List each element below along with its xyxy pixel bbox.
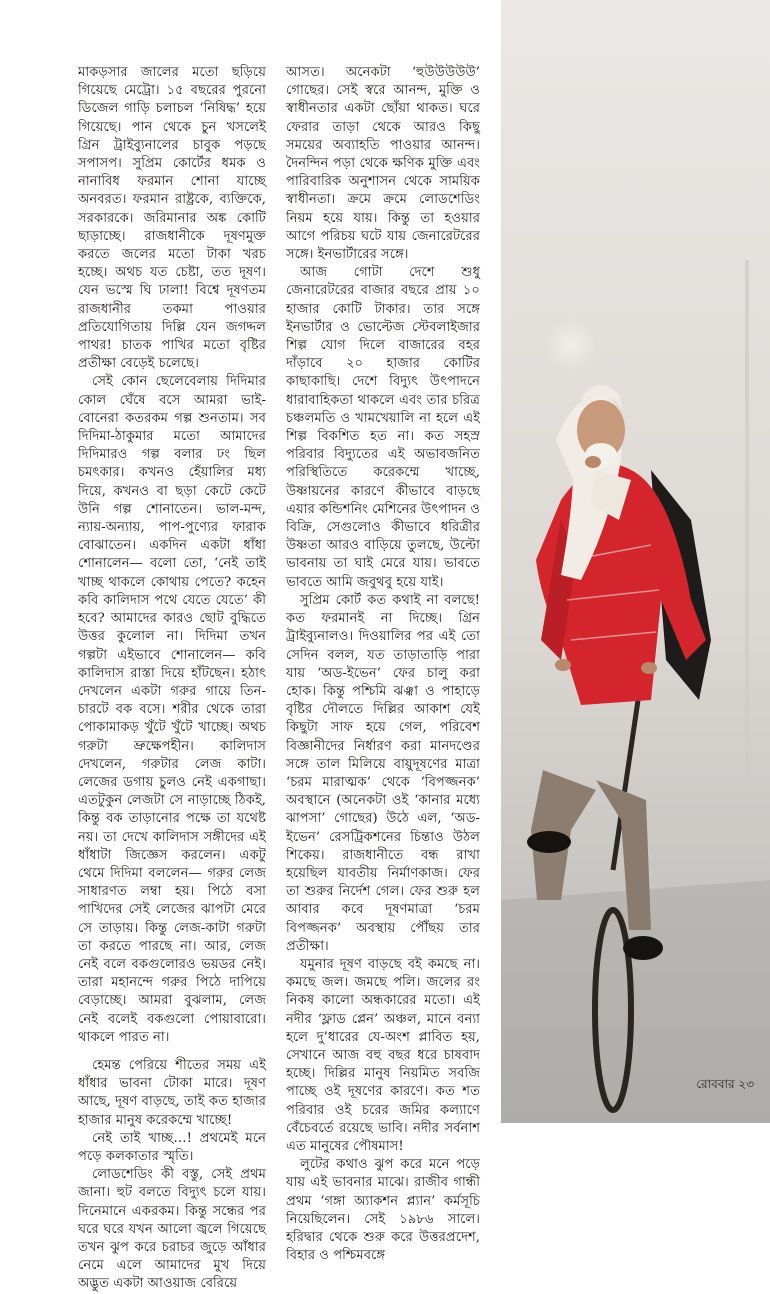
page-number: রোববার ২৩ xyxy=(696,1077,754,1091)
paragraph: নেই তাই খাচ্ছ…! প্রথমেই মনে পড়ে কলকাতার স্মৃতি। xyxy=(78,1130,266,1164)
paragraph: লোডশেডিং কী বস্তু, সেই প্রথম জানা। হুট বলতে বিদ্যুৎ চলে যায়। দিনেমানে একরকম। কিন্তু সন্ধের পর ঘরে ঘরে যখন আলো জ্বলে গিয়েছে তখন ঝুপ করে চরাচর জুড়ে আঁধার নেমে এলে আমাদের মুখ দিয়ে অদ্ভুত একটা আওয়াজ বেরিয়ে xyxy=(78,1167,266,1292)
paragraph: মাকড়সার জালের মতো ছড়িয়ে গিয়েছে মেট্রো। ১৫ বছরের পুরনো ডিজেল গাড়ি চলাচল ‘নিষিদ্ধ’ হয়ে গিয়েছে। পান থেকে চুন খসলেই গ্রিন ট্রাইব্যুনালের চাবুক পড়ছে সপাসপ। সুপ্রিম কোর্টের ধমক ও নানাবিধ ফরমান শোনা যাচ্ছে অনবরত। ফরমান রাষ্ট্রকে, ব্যক্তিকে, সরকারকে। জরিমানার অঙ্ক কোটি ছাড়াচ্ছে। রাজধানীকে দূষণমুক্ত করতে জলের মতো টাকা খরচ হচ্ছে। অথচ যত চেষ্টা, তত দূষণ। যেন ভস্মে ঘি ঢালা! বিশ্বে দূষণতম রাজধানীর তকমা পাওয়ার প্রতিযোগিতায় দিল্লি যেন জগদ্দল পাথর! চাতক পাখির মতো বৃষ্টির প্রতীক্ষা বেড়েই চলেছে। xyxy=(78,65,266,372)
cyclist-in-smog-photo xyxy=(501,0,770,1123)
paragraph: লুটের কথাও ঝুপ করে মনে পড়ে যায় এই ভাবনার মাঝে। রাজীব গান্ধী প্রথম ‘গঙ্গা অ্যাকশন প্ল্যান’ কর্মসূচি নিয়েছিলেন। সেই ১৯৮৬ সালে। হরিদ্বার থেকে শুরু করে উত্তরপ্রদেশ, বিহার ও পশ্চিমবঙ্গে xyxy=(286,1157,480,1264)
paragraph: আজ গোটা দেশে শুধু জেনারেটরের বাজার বছরে প্রায় ১০ হাজার কোটি টাকার। তার সঙ্গে ইনভার্টার ও ভোল্টেজ স্টেবলাইজার শিল্প যোগ দিলে বাজারের বহর দাঁড়াবে ২০ হাজার কোটির কাছাকাছি। দেশে বিদ্যুৎ উৎপাদনে ধারাবাহিকতা থাকলে এবং তার চরিত্র চঞ্চলমতি ও খামখেয়ালি না হলে এই শিল্প বিকশিত হত না। কত সহস্র পরিবার বিদ্যুতের এই অভাবজনিত পরিস্থিতিতে করেকম্মে খাচ্ছে, উষ্ণায়নের কারণে কীভাবে বাড়ছে এয়ার কন্ডিশনিং মেশিনের উৎপাদন ও বিক্রি, সেগুলোও কীভাবে ধরিত্রীর উষ্ণতা আরও বাড়িয়ে তুলছে, উল্টো ভাবনায় তা ঘাই মেরে যায়। ভাবতে ভাবতে আমি জবুথবু হয়ে যাই। xyxy=(286,265,480,590)
paragraph: হেমন্ত পেরিয়ে শীতের সময় এই ধাঁধার ভাবনা টোকা মারে। দূষণ আছে, দূষণ বাড়ছে, তাই কত হাজার হাজার মানুষ করেকম্মে খাচ্ছে! xyxy=(78,1057,266,1128)
paragraph: যমুনার দূষণ বাড়ছে বই কমছে না। কমছে জল। জমছে পলি। জলের রং নিকষ কালো অন্ধকারের মতো। এই নদীর ‘ফ্লাড প্লেন’ অঞ্চল, মানে বন্যা হলে দু’ধারের যে-অংশ প্লাবিত হয়, সেখানে আজ বহু বছর ধরে চাষবাদ হচ্ছে। দিল্লির মানুষ নিয়মিত সবজি পাচ্ছে ওই দূষণের কারণে। কত শত পরিবার ওই চরের জমির কল্যাণে বেঁচেবর্তে রয়েছে ভাবি। নদীর সর্বনাশ এত মানুষের পৌষমাস! xyxy=(286,956,480,1154)
paragraph: আসত। অনেকটা ‘হুউউউউউ’ গোছের। সেই স্বরে আনন্দ, মুক্তি ও স্বাধীনতার একটা ছোঁয়া থাকত। ঘরে ফেরার তাড়া থেকে আরও কিছু সময়ের অব্যাহতি পাওয়ার আনন্দ। দৈনন্দিন পড়া থেকে ক্ষণিক মুক্তি এবং পারিবারিক অনুশাসন থেকে সাময়িক স্বাধীনতা। ক্রমে ক্রমে লোডশেডিং নিয়ম হয়ে যায়। কিন্তু তা হওয়ার আগে পরিচয় ঘটে যায় জেনারেটরের সঙ্গে। ইনভার্টারের সঙ্গে। xyxy=(286,65,480,263)
article-column-right xyxy=(286,64,480,1265)
article-column-left xyxy=(78,64,266,1294)
cyclist-illustration xyxy=(501,0,770,1123)
paragraph: সেই কোন ছেলেবেলায় দিদিমার কোল ঘেঁষে বসে আমরা ভাই-বোনেরা কতরকম গল্প শুনতাম। সব দিদিমা-ঠাকুমার মতো আমাদের দিদিমারও গল্প বলার ঢং ছিল চমৎকার। কখনও হেঁয়ালির মধ্য দিয়ে, কখনও বা ছড়া কেটে কেটে উনি গল্প শোনাতেন। ভাল-মন্দ, ন্যায়-অন্যায়, পাপ-পুণ্যের ফারাক বোঝাতেন। একদিন একটা ধাঁধা শোনালেন— বলো তো, ‘নেই তাই খাচ্ছ থাকলে কোথায় পেতে? কহেন কবি কালিদাস পথে যেতে যেতে’ কী হবে? আমাদের কারও ছোট বুদ্ধিতে উত্তর কুলোল না। দিদিমা তখন গল্পটা এইভাবে শোনালেন— কবি কালিদাস রাস্তা দিয়ে হাঁটছেন। হঠাৎ দেখলেন একটা গরুর গায়ে তিন-চারটে বক বসে। শরীর থেকে তারা পোকামাকড় খুঁটে খুঁটে খাচ্ছে। অথচ গরুটা ভ্রুক্ষেপহীন। কালিদাস দেখলেন, গরুটার লেজ কাটা। লেজের ডগায় চুলও নেই একগাছা। এতটুকুন লেজটা সে নাড়াচ্ছে ঠিকই, কিন্তু বক তাড়ানোর পক্ষে তা যথেষ্ট নয়। তা দেখে কালিদাস সঙ্গীদের এই ধাঁধাটা জিজ্ঞেস করলেন। একটু থেমে দিদিমা বললেন— গরুর লেজ সাধারণত লম্বা হয়। পিঠে বসা পাখিদের সেই লেজের ঝাপটা মেরে সে তাড়ায়। কিন্তু লেজ-কাটা গরুটা তা করতে পারছে না। আর, লেজ নেই বলে বকগুলোরও ভয়ডর নেই। তারা মহানন্দে গরুর পিঠে দাপিয়ে বেড়াচ্ছে। আমরা বুঝলাম, লেজ নেই বলেই বকগুলো পোয়াবারো। থাকলে পারত না। xyxy=(78,374,266,1045)
paragraph: সুপ্রিম কোর্ট কত কথাই না বলছে! কত ফরমানই না দিচ্ছে। গ্রিন ট্রাইব্যুনালও। দিওয়ালির পর এই তো সেদিন বলল, যত তাড়াতাড়ি পারা যায় ‘অড-ইভেন’ ফের চালু করা হোক। কিন্তু পশ্চিমি ঝঞ্ঝা ও পাহাড়ে বৃষ্টির দৌলতে দিল্লির আকাশ যেই কিছুটা সাফ হয়ে গেল, পরিবেশ বিজ্ঞানীদের নির্ধারণ করা মানদণ্ডের সঙ্গে তাল মিলিয়ে বায়ুদূষণের মাত্রা ‘চরম মারাত্মক’ থেকে ‘বিপজ্জনক’ অবস্থানে (অনেকটা ওই ‘কানার মধ্যে ঝাপসা’ গোছের) উঠে এল, ‘অড-ইভেন’ রেসট্রিকশনের চিন্তাও উঠল শিকেয়। রাজধানীতে বন্ধ রাখা হয়েছিল যাবতীয় নির্মাণকাজ। ফের তা শুরুর নির্দেশ গেল। ফের শুরু হল আবার কবে দূষণমাত্রা ‘চরম বিপজ্জনক’ অবস্থায় পৌঁছয় তার প্রতীক্ষা। xyxy=(286,592,480,954)
